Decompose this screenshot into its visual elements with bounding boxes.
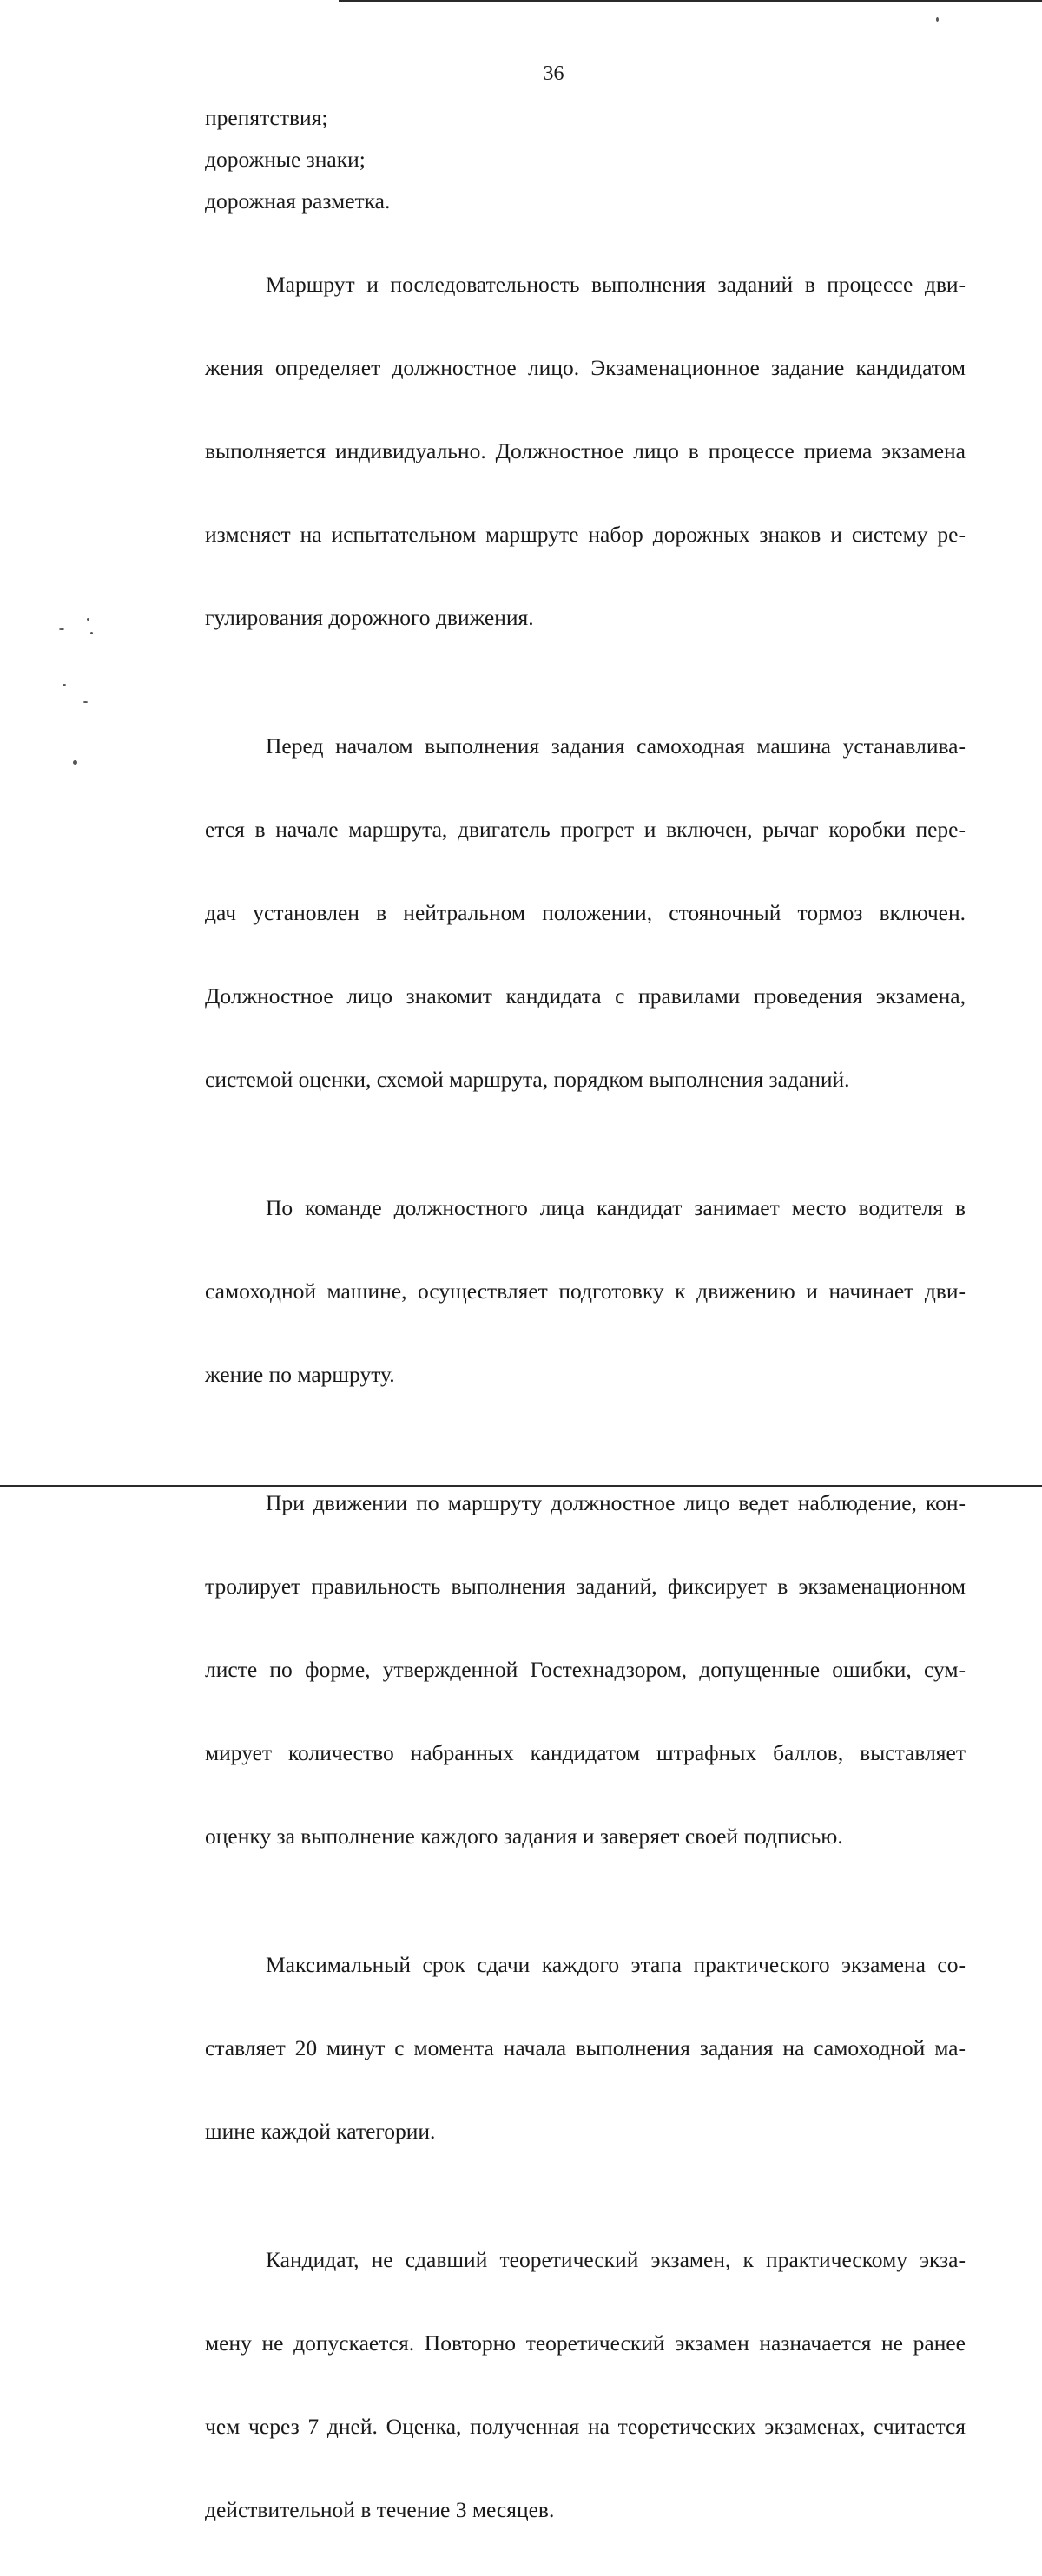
paragraph-line: гулирования дорожного движения.	[205, 605, 534, 630]
paragraph-observation	[144, 1441, 966, 1899]
paragraph-line: системой оценки, схемой маршрута, порядком выполнения заданий.	[205, 1067, 850, 1092]
paragraph-preparation	[144, 684, 966, 1142]
paragraph-line: тролирует правильность выполнения заданий, фиксирует в экзаменационном	[205, 1574, 966, 1599]
paragraph-line: действительной в течение 3 месяцев.	[205, 2497, 555, 2522]
paragraph-line: самоходной машине, осуществляет подготовку к движению и начинает дви-	[205, 1278, 966, 1304]
scan-speck	[83, 701, 88, 703]
paragraph-line: ставляет 20 минут с момента начала выполнения задания на самоходной ма-	[205, 2035, 966, 2060]
paragraph-line: ется в начале маршрута, двигатель прогрет и включен, рычаг коробки пере-	[205, 817, 966, 842]
list-item: дорожные знаки;	[205, 147, 366, 172]
paragraph-line: чем через 7 дней. Оценка, полученная на теоретических экзаменах, считается	[205, 2414, 966, 2439]
paragraph-admission	[144, 2198, 966, 2573]
paragraph-line: По команде должностного лица кандидат занимает место водителя в	[266, 1195, 966, 1220]
document-body	[144, 97, 966, 2576]
scan-speck	[87, 618, 89, 621]
list-item: препятствия;	[205, 105, 328, 130]
paragraph-line: жение по маршруту.	[205, 1362, 395, 1387]
scan-speck	[90, 632, 93, 634]
paragraph-line: листе по форме, утвержденной Гостехнадзором, допущенные ошибки, сум-	[205, 1657, 966, 1682]
paragraph-line: Маршрут и последовательность выполнения заданий в процессе дви-	[266, 272, 966, 297]
paragraph-line: Должностное лицо знакомит кандидата с правилами проведения экзамена,	[205, 983, 966, 1009]
paragraph-line: дач установлен в нейтральном положении, стояночный тормоз включен.	[205, 900, 966, 925]
paragraph-line: Кандидат, не сдавший теоретический экзамен, к практическому экза-	[266, 2247, 966, 2272]
paragraph-line: оценку за выполнение каждого задания и заверяет своей подписью.	[205, 1824, 843, 1849]
scan-top-edge-line	[339, 0, 1042, 2]
paragraph-line: При движении по маршруту должностное лицо ведет наблюдение, кон-	[266, 1490, 966, 1515]
scan-speck	[73, 760, 77, 765]
paragraph-line: выполняется индивидуально. Должностное лицо в процессе приема экзамена	[205, 438, 966, 463]
paragraph-command	[144, 1146, 966, 1437]
paragraph-line: Перед началом выполнения задания самоходная машина устанавлива-	[266, 733, 966, 759]
list-item: дорожная разметка.	[205, 188, 391, 214]
paragraph-line: изменяет на испытательном маршруте набор дорожных знаков и систему ре-	[205, 522, 966, 547]
paragraph-line: Максимальный срок сдачи каждого этапа практического экзамена со-	[266, 1952, 966, 1977]
scan-speck	[936, 17, 939, 22]
scan-speck	[63, 684, 66, 686]
paragraph-time-limit	[144, 1902, 966, 2194]
paragraph-line: шине каждой категории.	[205, 2119, 436, 2144]
scan-speck	[59, 628, 64, 630]
paragraph-line: жения определяет должностное лицо. Экзаменационное задание кандидатом	[205, 355, 966, 380]
paragraph-line: мену не допускается. Повторно теоретический экзамен назначается не ранее	[205, 2330, 966, 2356]
paragraph-line: мирует количество набранных кандидатом штрафных баллов, выставляет	[205, 1740, 966, 1765]
paragraph-route	[144, 222, 966, 680]
page-number: 36	[543, 62, 564, 85]
